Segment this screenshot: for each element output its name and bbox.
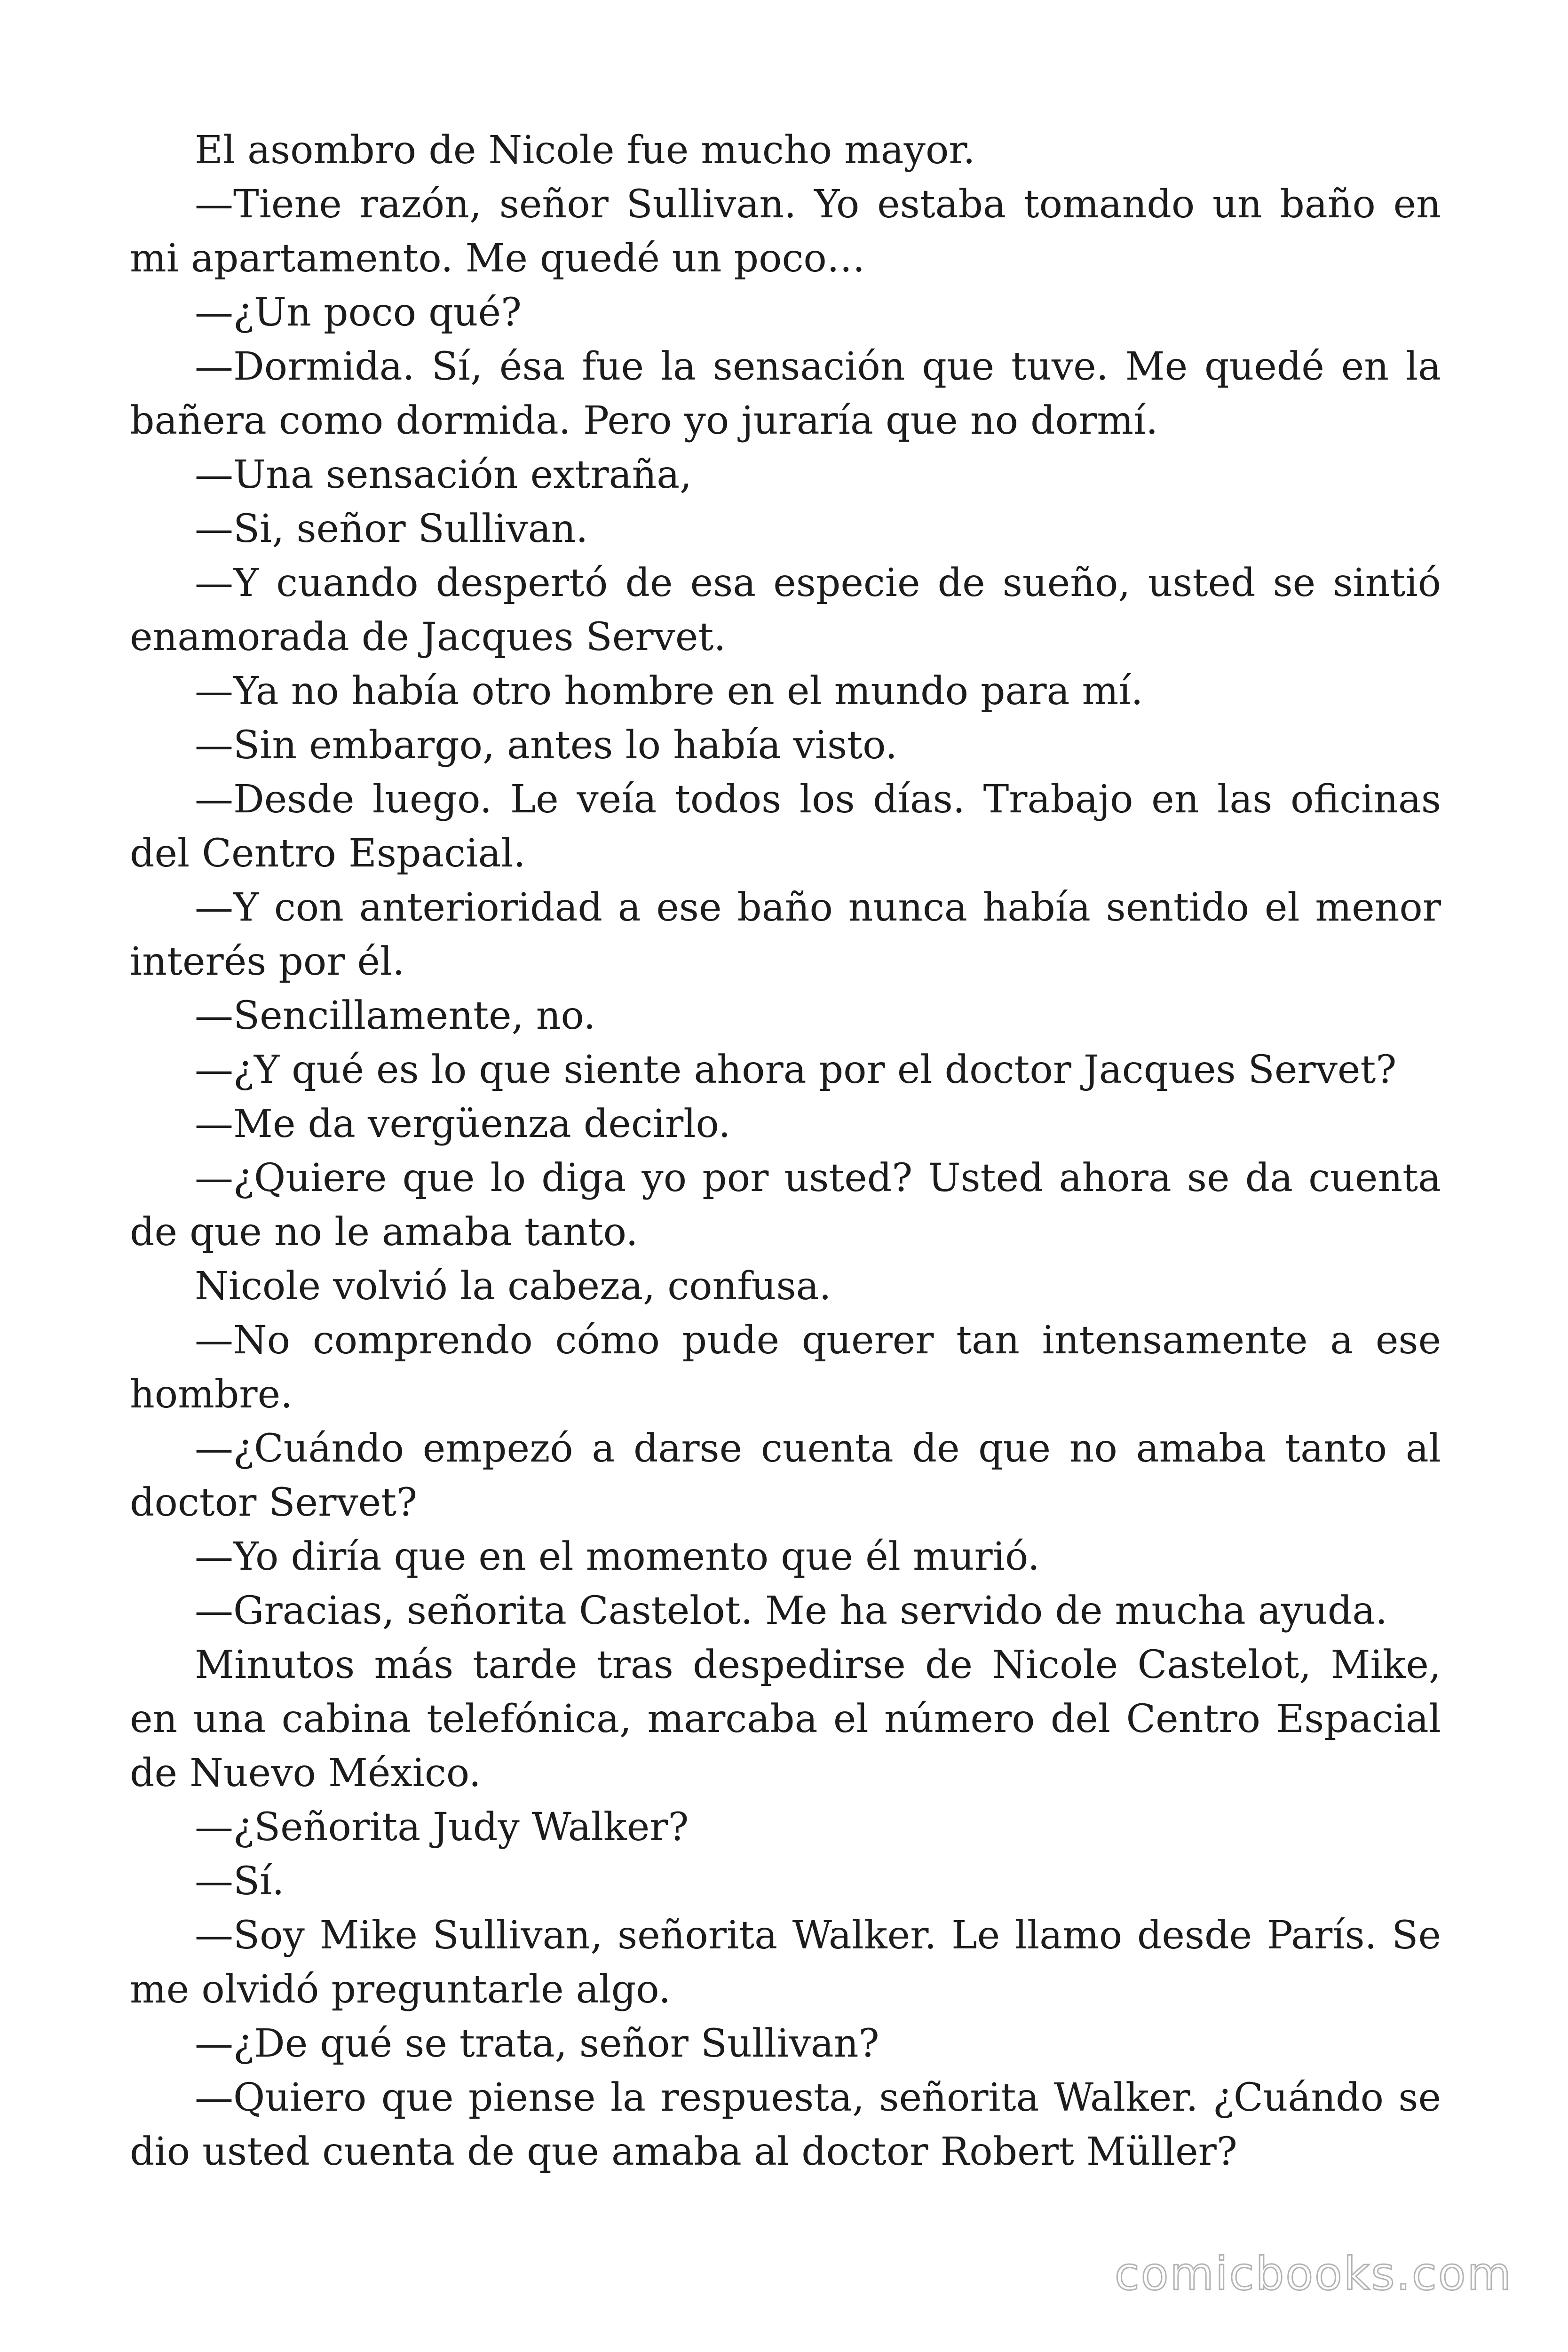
paragraph: —Sí. — [195, 1859, 285, 1904]
paragraph: —Gracias, señorita Castelot. Me ha servido de mucha ayuda. — [195, 1589, 1388, 1633]
paragraph: —¿Un poco qué? — [195, 290, 522, 335]
paragraph: —Sin embargo, antes lo había visto. — [195, 723, 898, 768]
paragraph: —¿Quiere que lo diga yo por usted? Usted ahora se da cuenta de que no le amaba tanto. — [130, 1156, 1441, 1255]
paragraph: —Sencillamente, no. — [195, 993, 596, 1038]
paragraph: —Tiene razón, señor Sullivan. Yo estaba tomando un baño en mi apartamento. Me quedé un poco… — [130, 182, 1441, 281]
paragraph: —Desde luego. Le veía todos los días. Trabajo en las oficinas del Centro Espacial. — [130, 777, 1441, 876]
paragraph: —¿De qué se trata, señor Sullivan? — [195, 2021, 879, 2066]
paragraph: —No comprendo cómo pude querer tan intensamente a ese hombre. — [130, 1318, 1441, 1417]
paragraph: —Dormida. Sí, ésa fue la sensación que tuve. Me quedé en la bañera como dormida. Pero yo juraría que no dormí. — [130, 344, 1441, 443]
paragraph: Nicole volvió la cabeza, confusa. — [195, 1264, 832, 1309]
paragraph: —¿Y qué es lo que siente ahora por el doctor Jacques Servet? — [195, 1048, 1397, 1092]
paragraph: —Soy Mike Sullivan, señorita Walker. Le llamo desde París. Se me olvidó preguntarle algo. — [130, 1913, 1441, 2012]
paragraph: El asombro de Nicole fue mucho mayor. — [195, 128, 975, 173]
paragraph: —¿Cuándo empezó a darse cuenta de que no amaba tanto al doctor Servet? — [130, 1426, 1441, 1525]
watermark: comicbooks.com — [1114, 2248, 1513, 2300]
paragraph: Minutos más tarde tras despedirse de Nicole Castelot, Mike, en una cabina telefónica, marcaba el número del Centro Espacial de Nuevo México. — [130, 1643, 1441, 1796]
paragraph: —Si, señor Sullivan. — [195, 507, 588, 551]
body-text — [130, 123, 1441, 2179]
paragraph: —Y cuando despertó de esa especie de sueño, usted se sintió enamorada de Jacques Servet. — [130, 561, 1441, 660]
paragraph: —Yo diría que en el momento que él murió. — [195, 1534, 1040, 1579]
paragraph: —Una sensación extraña, — [195, 453, 692, 497]
paragraph: —¿Señorita Judy Walker? — [195, 1805, 689, 1850]
paragraph: —Ya no había otro hombre en el mundo para mí. — [195, 669, 1143, 714]
paragraph: —Me da vergüenza decirlo. — [195, 1102, 731, 1146]
paragraph: —Y con anterioridad a ese baño nunca había sentido el menor interés por él. — [130, 885, 1441, 984]
paragraph: —Quiero que piense la respuesta, señorita Walker. ¿Cuándo se dio usted cuenta de que amaba al doctor Robert Müller? — [130, 2075, 1441, 2174]
